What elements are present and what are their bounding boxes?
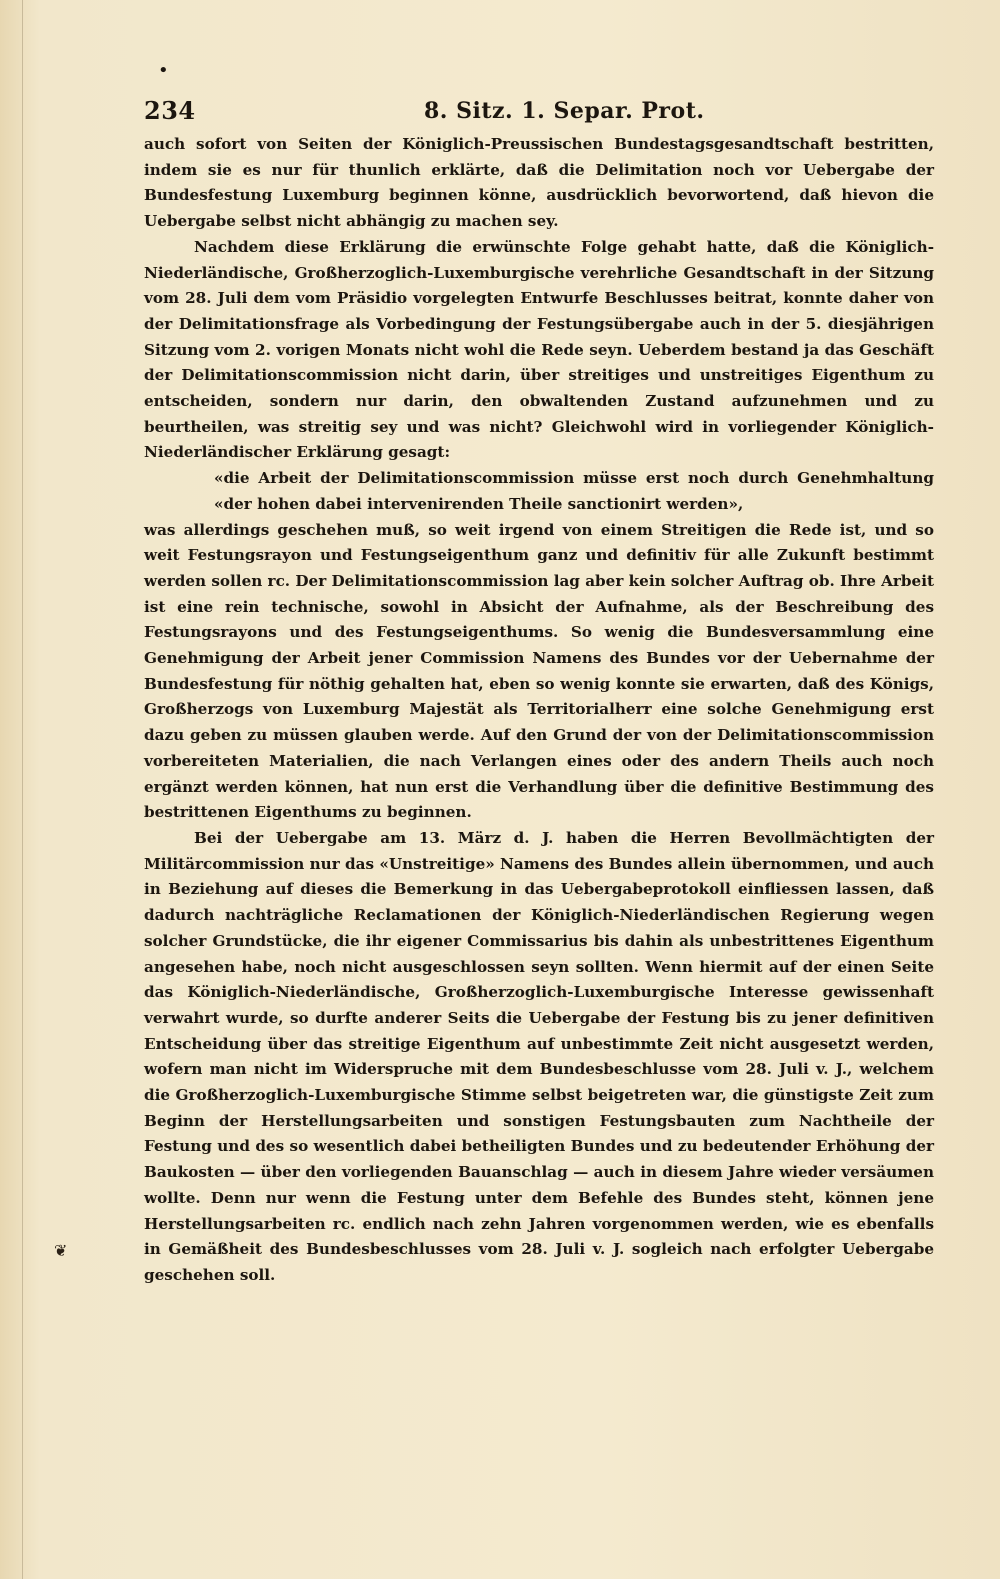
paragraph: was allerdings geschehen muß, so weit irgend von einem Streitigen die Rede ist, und so weit Festungsrayon und Festungseigenthum ganz und definitiv für alle Zukunft bestimmt werden sollen rc. Der Delimitationscommission lag aber kein solcher Auftrag ob. Ihre Arbeit ist eine rein technische, sowohl in Absicht der Aufnahme, als der Beschreibung des Festungsrayons und des Festungseigenthums. So wenig die Bundesversammlung eine Genehmigung der Arbeit jener Commission Namens des Bundes vor der Uebernahme der Bundesfestung für nöthig gehalten hat, eben so wenig konnte sie erwarten, daß des Königs, Großherzogs von Luxemburg Majestät als Territorialherr eine solche Genehmigung erst dazu geben zu müssen glauben werde. Auf den Grund der von der Delimitationscommission vorbereiteten Materialien, die nach Verlangen eines oder des andern Theils auch noch ergänzt werden können, hat nun erst die Verhandlung über die definitive Bestimmung des bestrittenen Eigenthums zu beginnen. [144, 520, 935, 822]
margin-flourish-mark: ❦ [54, 1241, 68, 1260]
page-header [144, 96, 932, 130]
body-text [144, 132, 934, 1289]
paragraph-continuation: auch sofort von Seiten der Königlich-Preussischen Bundestagsgesandtschaft bestritten, indem sie es nur für thunlich erklärte, daß die Delimitation noch vor Uebergabe der Bundesfestung Luxemburg beginnen könne, ausdrücklich bevorwortend, daß hievon die Uebergabe selbst nicht abhängig zu machen sey. [144, 135, 934, 231]
paragraph: Bei der Uebergabe am 13. März d. J. haben die Herren Bevollmächtigten der Militärcommission nur das «Unstreitige» Namens des Bundes allein übernommen, und auch in Beziehung auf dieses die Bemerkung in das Uebergabeprotokoll einfliessen lassen, daß dadurch nachträgliche Reclamationen der Königlich-Niederländischen Regierung wegen solcher Grundstücke, die ihr eigener Commissarius bis dahin als unbestrittenes Eigenthum angesehen habe, noch nicht ausgeschlossen seyn sollten. Wenn hiermit auf der einen Seite das Königlich-Niederländische, Großherzoglich-Luxemburgische Interesse gewissenhaft verwahrt wurde, so durfte anderer Seits die Uebergabe der Festung bis zu jener definitiven Entscheidung über das streitige Eigenthum auf unbestimmte Zeit nicht ausgesetzt werden, wofern man nicht im Widerspruche mit dem Bundesbeschlusse vom 28. Juli v. J., welchem die Großherzoglich-Luxemburgische Stimme selbst beigetreten war, die günstigste Zeit zum Beginn der Herstellungsarbeiten und sonstigen Festungsbauten zum Nachtheile der Festung und des so wesentlich dabei betheiligten Bundes und zu bedeutender Erhöhung der Baukosten — über den vorliegenden Bauanschlag — auch in diesem Jahre wieder versäumen wollte. Denn nur wenn die Festung unter dem Befehle des Bundes steht, können jene Herstellungsarbeiten rc. endlich nach zehn Jahren vorgenommen werden, wie es ebenfalls in Gemäßheit des Bundesbeschlusses vom 28. Juli v. J. sogleich nach erfolgter Uebergabe geschehen soll. [144, 828, 934, 1284]
page-margin-rule [22, 0, 23, 1579]
running-head: 8. Sitz. 1. Separ. Prot. [424, 98, 705, 124]
block-quote: «die Arbeit der Delimitationscommission müsse erst noch durch Genehmhaltung «der hohen dabei intervenirenden Theile sanctionirt werden», [214, 469, 934, 513]
page-number: 234 [144, 96, 196, 125]
ink-dot-mark: • [158, 60, 169, 81]
paragraph: Nachdem diese Erklärung die erwünschte Folge gehabt hatte, daß die Königlich-Niederländische, Großherzoglich-Luxemburgische verehrliche Gesandtschaft in der Sitzung vom 28. Juli dem vom Präsidio vorgelegten Entwurfe Beschlusses beitrat, konnte daher von der Delimitationsfrage als Vorbedingung der Festungsübergabe auch in der 5. diesjährigen Sitzung vom 2. vorigen Monats nicht wohl die Rede seyn. Ueberdem bestand ja das Geschäft der Delimitationscommission nicht darin, über streitiges und unstreitiges Eigenthum zu entscheiden, sondern nur darin, den obwaltenden Zustand aufzunehmen und zu beurtheilen, was streitig sey und was nicht? Gleichwohl wird in vorliegender Königlich-Niederländischer Erklärung gesagt: [144, 237, 934, 462]
